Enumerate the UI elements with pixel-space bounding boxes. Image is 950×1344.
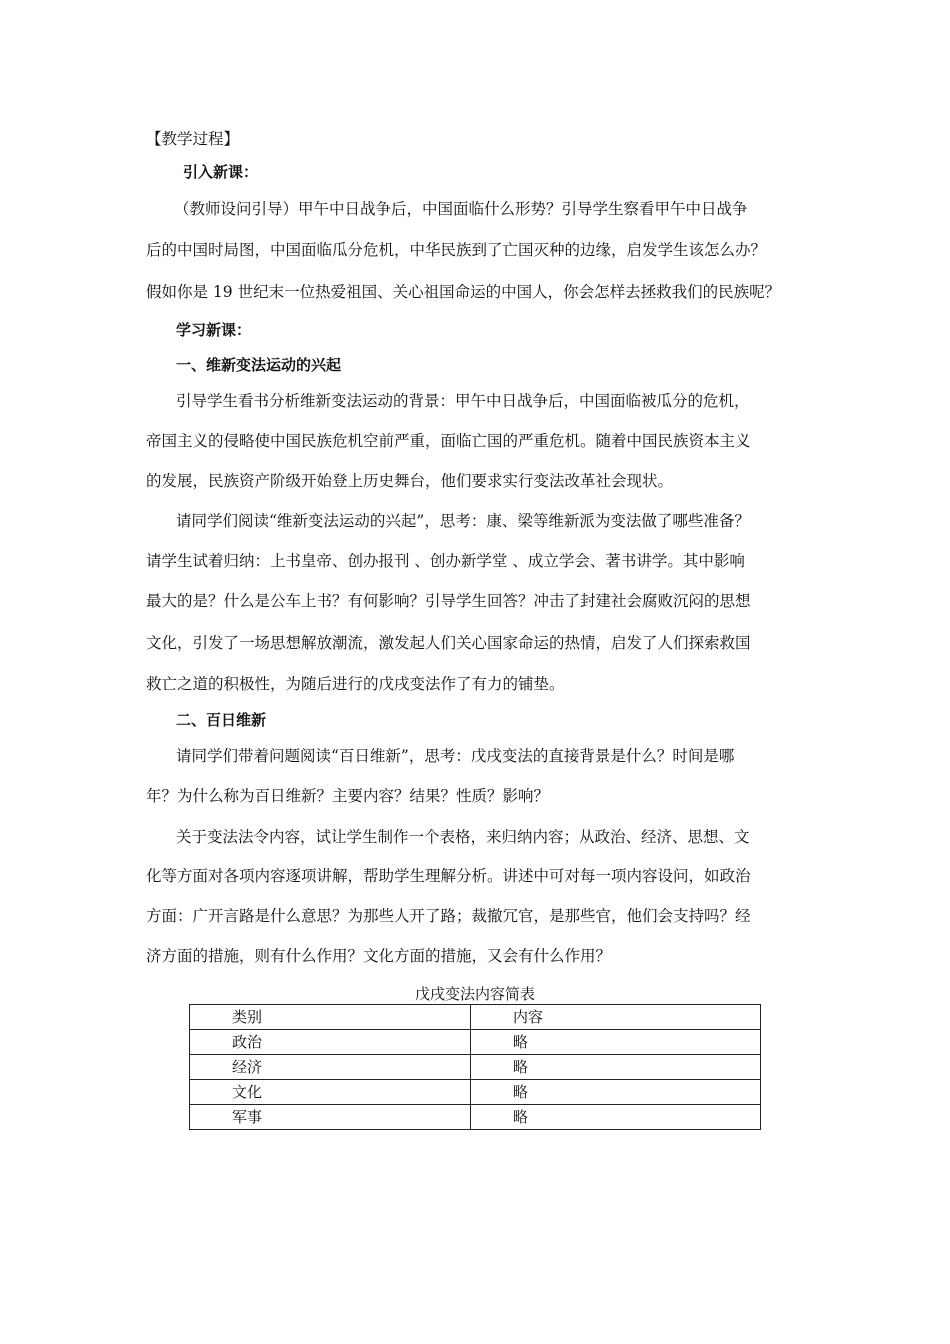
section2-paragraph-line: 济方面的措施，则有什么作用？文化方面的措施，又会有什么作用？ (146, 947, 612, 965)
table-caption: 戊戌变法内容简表 (414, 985, 535, 1003)
table-cell-content: 略 (471, 1080, 761, 1105)
section1-paragraph-line: 引导学生看书分析维新变法运动的背景：甲午中日战争后，中国面临被瓜分的危机， (176, 392, 750, 410)
table-header-cell: 类别 (190, 1005, 471, 1030)
section-heading-teaching-process: 【教学过程】 (146, 130, 240, 148)
intro-line: 后的中国时局图，中国面临瓜分危机，中华民族到了亡国灭种的边缘，启发学生该怎么办？ (146, 241, 767, 259)
table-header-cell: 内容 (471, 1005, 761, 1030)
section2-paragraph-line: 年？为什么称为百日维新？主要内容？结果？性质？影响？ (146, 787, 550, 805)
intro-line: 假如你是 19 世纪末一位热爱祖国、关心祖国命运的中国人，你会怎样去拯救我们的民族呢？ (146, 283, 781, 301)
intro-title: 引入新课： (183, 163, 259, 181)
table-cell-category: 文化 (190, 1080, 471, 1105)
section1-paragraph-line: 文化，引发了一场思想解放潮流，激发起人们关心国家命运的热情，启发了人们探索救国 (146, 634, 751, 652)
section2-paragraph-line: 化等方面对各项内容逐项讲解，帮助学生理解分析。讲述中可对每一项内容设问，如政治 (146, 867, 751, 885)
section1-paragraph-line: 救亡之道的积极性，为随后进行的戊戌变法作了有力的铺垫。 (146, 675, 565, 693)
table-cell-content: 略 (471, 1055, 761, 1080)
section1-paragraph-line: 帝国主义的侵略使中国民族危机空前严重，面临亡国的严重危机。随着中国民族资本主义 (146, 432, 751, 450)
intro-line: （教师设问引导）甲午中日战争后，中国面临什么形势？引导学生察看甲午中日战争 (174, 200, 748, 218)
section1-title: 一、维新变法运动的兴起 (176, 356, 342, 374)
section2-title: 二、百日维新 (176, 711, 267, 729)
section1-paragraph-line: 的发展，民族资产阶级开始登上历史舞台，他们要求实行变法改革社会现状。 (146, 472, 674, 490)
section1-paragraph-line: 请学生试着归纳：上书皇帝、创办报刊 、创办新学堂 、成立学会、著书讲学。其中影响 (146, 552, 745, 570)
new-lesson-title: 学习新课： (176, 321, 252, 339)
table-row (190, 1030, 761, 1055)
table-row (190, 1105, 761, 1130)
table-cell-category: 政治 (190, 1030, 471, 1055)
table-row (190, 1055, 761, 1080)
section2-paragraph-line: 请同学们带着问题阅读“百日维新”，思考：戊戌变法的直接背景是什么？时间是哪 (176, 747, 735, 765)
table-cell-category: 军事 (190, 1105, 471, 1130)
table-row (190, 1080, 761, 1105)
section2-paragraph-line: 方面：广开言路是什么意思？为那些人开了路；裁撤冗官，是那些官，他们会支持吗？经 (146, 907, 751, 925)
section1-paragraph-line: 请同学们阅读“维新变法运动的兴起”，思考：康、梁等维新派为变法做了哪些准备？ (176, 512, 750, 530)
table-cell-content: 略 (471, 1105, 761, 1130)
table-header-row (190, 1005, 761, 1030)
table-cell-content: 略 (471, 1030, 761, 1055)
table-cell-category: 经济 (190, 1055, 471, 1080)
reform-content-table (189, 1004, 761, 1130)
section1-paragraph-line: 最大的是？什么是公车上书？有何影响？引导学生回答？冲击了封建社会腐败沉闷的思想 (146, 592, 751, 610)
section2-paragraph-line: 关于变法法令内容，试让学生制作一个表格，来归纳内容；从政治、经济、思想、文 (176, 828, 750, 846)
